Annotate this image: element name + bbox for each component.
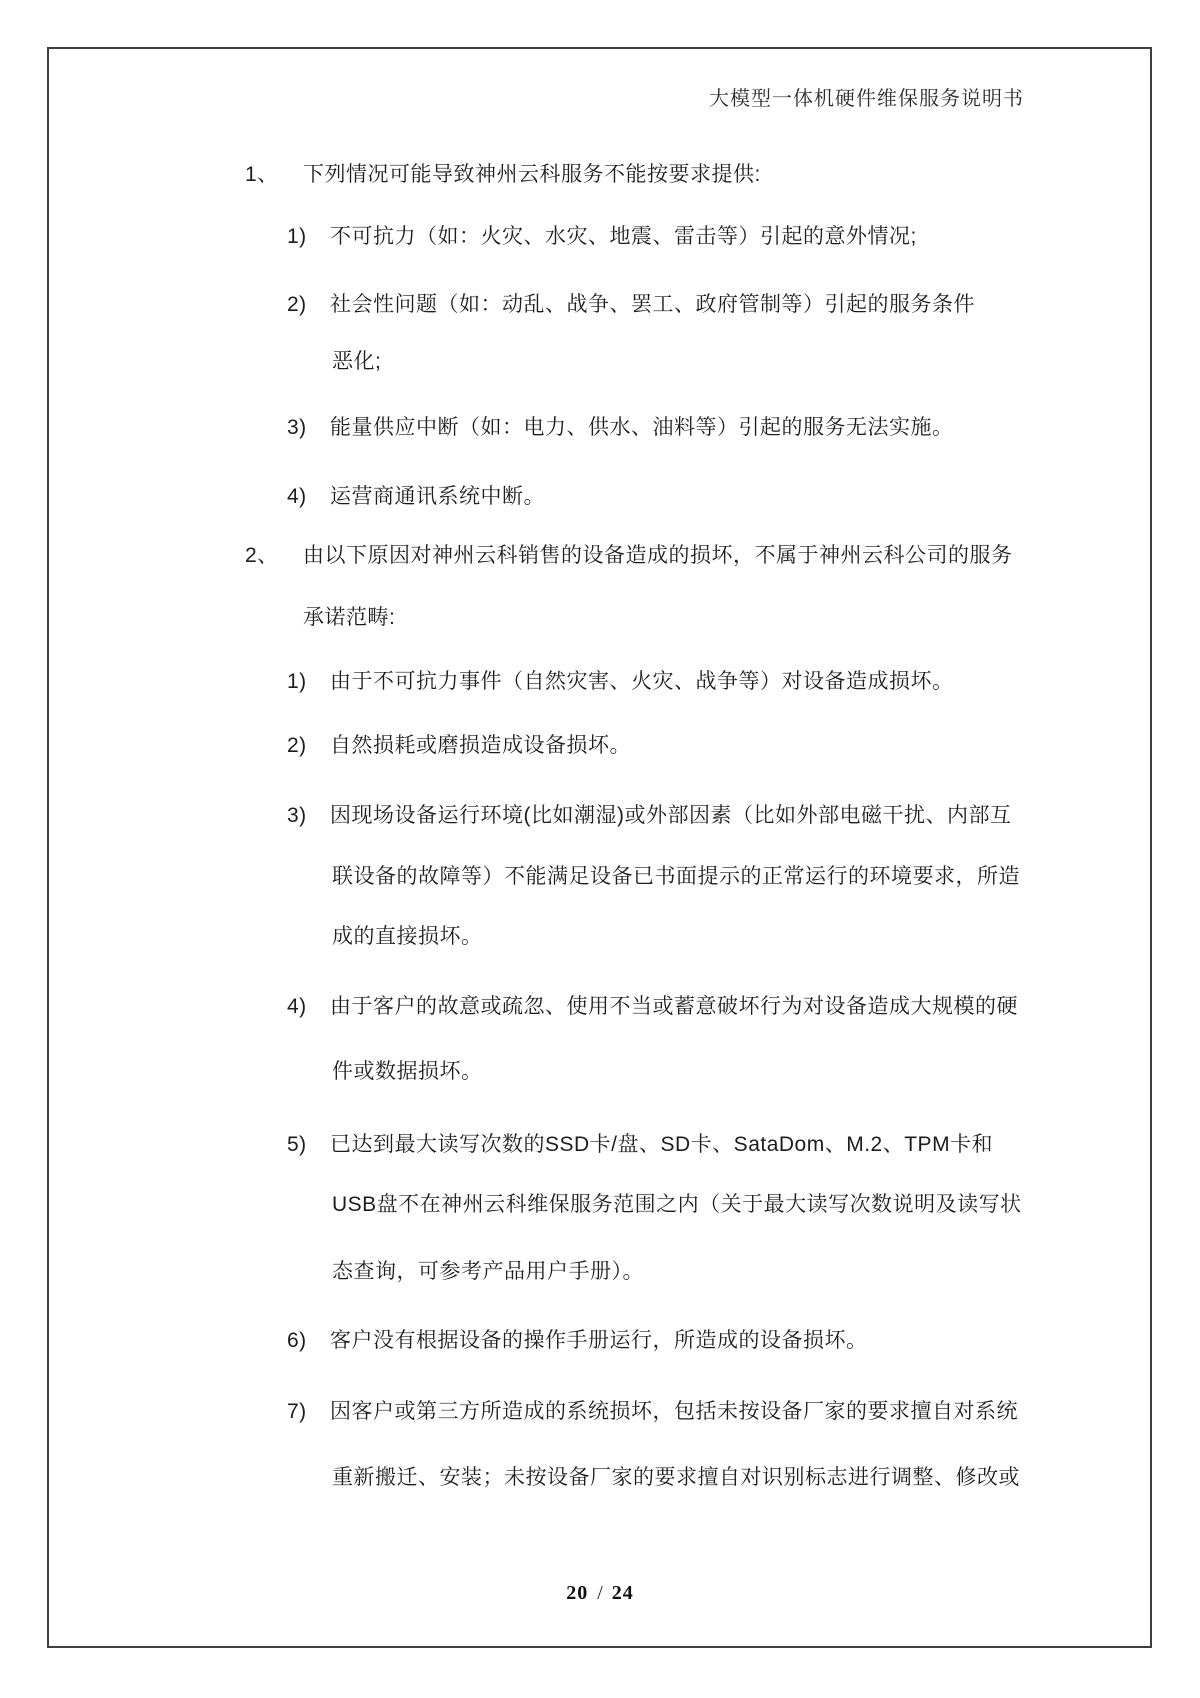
list-item (287, 992, 1018, 1022)
list-item-number: 6) (287, 1329, 307, 1352)
list-item-number: 1) (287, 225, 307, 248)
list-item (287, 413, 954, 443)
list-item-continuation (303, 603, 395, 633)
list-item-text: 已达到最大读写次数的SSD卡/盘、SD卡、SataDom、M.2、TPM卡和 (330, 1133, 994, 1156)
list-item-number: 2) (287, 293, 307, 316)
list-item-text: 客户没有根据设备的操作手册运行，所造成的设备损坏。 (330, 1329, 868, 1352)
list-item (287, 222, 917, 252)
list-item (287, 1397, 1018, 1427)
document-header-title: 大模型一体机硬件维保服务说明书 (709, 88, 1024, 110)
list-item (287, 290, 975, 320)
list-item-text: 重新搬迁、安装；未按设备厂家的要求擅自对识别标志进行调整、修改或 (332, 1466, 1020, 1489)
list-item-text: 联设备的故障等）不能满足设备已书面提示的正常运行的环境要求，所造 (332, 865, 1020, 888)
list-item-continuation (332, 1057, 483, 1087)
list-item-text: 由于不可抗力事件（自然灾害、火灾、战争等）对设备造成损坏。 (330, 670, 954, 693)
list-item-text: 承诺范畴: (303, 606, 396, 629)
total-page-count: 24 (611, 1582, 634, 1604)
list-item-continuation (332, 1257, 644, 1287)
list-item-number: 5) (287, 1133, 307, 1156)
list-item-text: 恶化; (332, 350, 382, 373)
page-number-separator: / (597, 1582, 603, 1604)
list-item-number: 3) (287, 416, 307, 439)
list-item (287, 731, 631, 761)
list-item-text: 自然损耗或磨损造成设备损坏。 (330, 734, 631, 757)
list-item-text: 因现场设备运行环境(比如潮湿)或外部因素（比如外部电磁干扰、内部互 (330, 804, 1012, 827)
list-item-number: 2) (287, 734, 307, 757)
list-item-text: 成的直接损坏。 (332, 925, 483, 948)
list-item (287, 801, 1011, 831)
list-item (245, 160, 761, 190)
list-item-number: 7) (287, 1400, 307, 1423)
list-item-text: 能量供应中断（如：电力、供水、油料等）引起的服务无法实施。 (330, 416, 954, 439)
list-item-number: 1) (287, 670, 307, 693)
list-item-continuation (332, 922, 483, 952)
list-item-continuation (332, 347, 381, 377)
list-item-text: 下列情况可能导致神州云科服务不能按要求提供: (303, 163, 761, 186)
list-item-continuation (332, 1190, 1022, 1220)
list-item-number: 1、 (245, 163, 279, 186)
list-item-text: 态查询，可参考产品用户手册）。 (332, 1260, 644, 1283)
list-item-continuation (332, 862, 1020, 892)
list-item-number: 2、 (245, 544, 279, 567)
list-item-text: 运营商通讯系统中断。 (330, 485, 545, 508)
list-item-number: 3) (287, 804, 307, 827)
list-item-text: 不可抗力（如：火灾、水灾、地震、雷击等）引起的意外情况; (330, 225, 917, 248)
list-item (287, 1326, 868, 1356)
list-item (287, 482, 545, 512)
list-item-text: 由于客户的故意或疏忽、使用不当或蓄意破坏行为对设备造成大规模的硬 (330, 995, 1018, 1018)
page-footer (0, 1582, 1200, 1605)
current-page-number: 20 (566, 1582, 589, 1604)
list-item-text: 因客户或第三方所造成的系统损坏，包括未按设备厂家的要求擅自对系统 (330, 1400, 1018, 1423)
list-item-text: USB盘不在神州云科维保服务范围之内（关于最大读写次数说明及读写状 (332, 1193, 1022, 1216)
list-item-text: 件或数据损坏。 (332, 1060, 483, 1083)
list-item-continuation (332, 1463, 1020, 1493)
list-item (287, 667, 954, 697)
list-item-text: 由以下原因对神州云科销售的设备造成的损坏，不属于神州云科公司的服务 (303, 544, 1013, 567)
list-item-number: 4) (287, 995, 307, 1018)
list-item-text: 社会性问题（如：动乱、战争、罢工、政府管制等）引起的服务条件 (330, 293, 975, 316)
list-item (287, 1130, 993, 1160)
list-item-number: 4) (287, 485, 307, 508)
list-item (245, 541, 1013, 571)
